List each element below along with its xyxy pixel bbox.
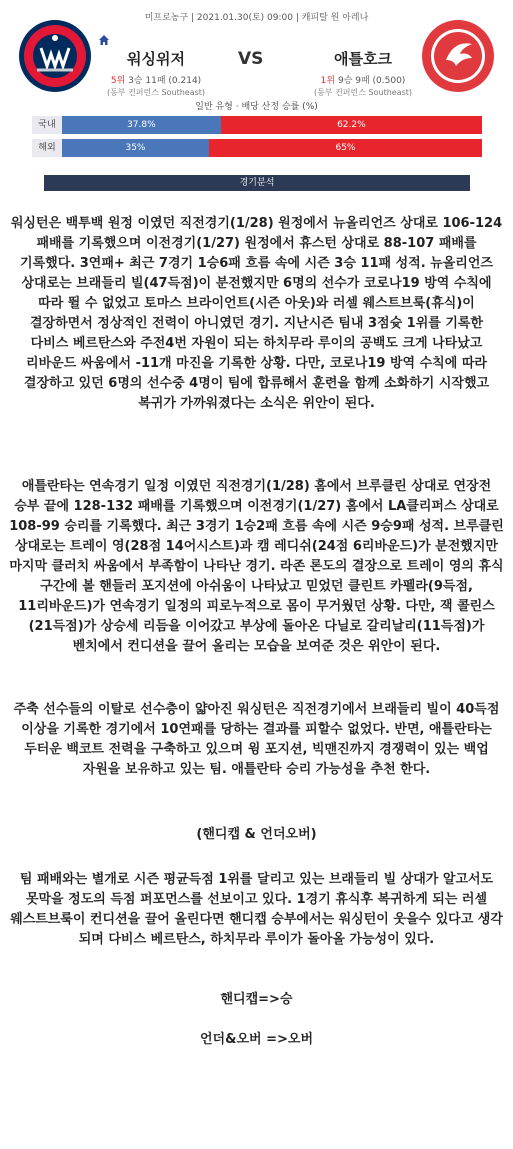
away-rate-bar: 62.2% xyxy=(221,116,482,134)
rate-row-overseas xyxy=(32,139,482,157)
away-rate-bar: 65% xyxy=(209,139,482,157)
home-rate-bar: 35% xyxy=(62,139,209,157)
away-team xyxy=(293,48,433,98)
match-header xyxy=(0,0,513,118)
article-paragraph: 팀 패배와는 별개로 시즌 평균득점 1위를 달리고 있는 브래들리 빌 상대가 알고서도 못막을 정도의 득점 퍼포먼스를 선보이고 있다. 1경기 휴식후 복귀하게 되는 러셀 웨스트브룩이 컨디션을 끌어 올린다면 핸디캡 승부에서는 워싱턴이 웃을수 있다고 생각 되며 다비스 베르탄스, 하치무라 루이가 돌아올 가능성이 있다. xyxy=(10,872,503,947)
hawks-logo-icon xyxy=(420,18,496,94)
rate-title: 일반 유형 · 배당 산정 승률 (%) xyxy=(195,102,318,112)
home-team-record xyxy=(86,73,226,86)
article-paragraph: 애틀란타는 연속경기 일정 이였던 직전경기(1/28) 홈에서 브루클린 상대로 연장전 승부 끝에 128-132 패배를 기록했으며 이전경기(1/27) 홈에서 LA클리퍼스 상대로 108-99 승리를 기록했다. 최근 3경기 1승2패 흐름 속에 시즌 9승9패 성적. 브루클린 상대로는 트레이 영(28점 14어시스트)과 캠 레디쉬(24점 6리바운드)가 분전했지만 마지막 클러치 싸움에서 부족함이 나타난 경기. 라존 론도의 결장으로 트레이 영의 휴식 구간에 볼 핸들러 포지션에 아쉬움이 나타났고 믿었던 클린트 카펠라(9득점, 11리바운드)가 연속경기 일정의 피로누적으로 몸이 무거웠던 상황. 다만, 잭 콜린스(21득점)가 상승세 리듬을 이어갔고 부상에 돌아온 다닐로 갈리날리(11득점)가 벤치에서 컨디션을 끌어 올리는 모습을 보여준 것은 위안이 된다. xyxy=(9,479,504,654)
home-team xyxy=(86,48,226,98)
away-team-wl: 9승 9패 (0.500) xyxy=(337,76,406,86)
away-team-rank: 1위 xyxy=(320,76,336,86)
article-subheading: (핸디캡 & 언더오버) xyxy=(196,827,317,842)
rate-track xyxy=(62,116,482,134)
over-under-pick: 언더&오버 =>오버 xyxy=(200,1032,313,1047)
rate-row-domestic xyxy=(32,116,482,134)
rate-label: 국내 xyxy=(32,116,62,134)
away-team-record xyxy=(293,73,433,86)
win-rate-bars xyxy=(32,116,482,162)
handicap-pick: 핸디캡=>승 xyxy=(220,992,293,1007)
home-team-name: 워싱위저 xyxy=(127,50,185,68)
home-team-conference: (동부 컨퍼런스 Southeast) xyxy=(106,88,206,97)
wizards-logo-icon xyxy=(17,18,93,94)
home-team-rank: 5위 xyxy=(110,76,126,86)
article-paragraph: 워싱턴은 백투백 원정 이였던 직전경기(1/28) 원정에서 뉴올리언즈 상대로 106-124 패배를 기록했으며 이전경기(1/27) 원정에서 휴스턴 상대로 88-107 패배를 기록했다. 3연패+ 최근 7경기 1승6패 흐름 속에 시즌 3승 11패 성적. 뉴올리언즈 상대로는 브래들리 빌(47득점)이 분전했지만 6명의 선수가 코로나19 방역 수칙에 따라 뛸 수 없었고 토마스 브라이언트(시즌 아웃)와 러셀 웨스트브룩(휴식)이 결장하면서 정상적인 전력이 아니였던 경기. 지난시즌 팀내 3점슛 1위를 기록한 다비스 베르탄스와 주전4번 자원이 되는 하치무라 루이의 공백도 크게 나타났고 리바운드 싸움에서 -11개 마진을 기록한 상황. 다만, 코로나19 방역 수칙에 따라 결장하고 있던 6명의 선수중 4명이 팀에 합류해서 훈련을 함께 소화하기 시작했고 복귀가 가까워졌다는 소식은 위안이 된다. xyxy=(10,216,503,411)
away-team-name: 애틀호크 xyxy=(334,50,392,68)
vs-label: VS xyxy=(238,49,264,69)
match-meta: 미프로농구 | 2021.01.30(토) 09:00 | 캐피탈 원 아레나 xyxy=(144,13,369,23)
rate-label: 해외 xyxy=(32,139,62,157)
away-team-conference: (동부 컨퍼런스 Southeast) xyxy=(313,88,413,97)
article-paragraph: 주축 선수들의 이탈로 선수층이 얇아진 워싱턴은 직전경기에서 브래들리 빌이 40득점 이상을 기록한 경기에서 10연패를 당하는 결과를 피할수 없었다. 반면, 애틀란타는 두터운 백코트 전력을 구축하고 있으며 윙 포지션, 빅맨진까지 경쟁력이 있는 백업 자원을 보유하고 있는 팀. 애틀란타 승리 가능성을 추천 한다. xyxy=(13,702,500,777)
section-title: 경기분석 xyxy=(44,175,470,191)
home-team-wl: 3승 11패 (0.214) xyxy=(128,76,202,86)
home-icon xyxy=(98,34,110,46)
home-rate-bar: 37.8% xyxy=(62,116,221,134)
analysis-article xyxy=(9,214,504,1050)
rate-track xyxy=(62,139,482,157)
